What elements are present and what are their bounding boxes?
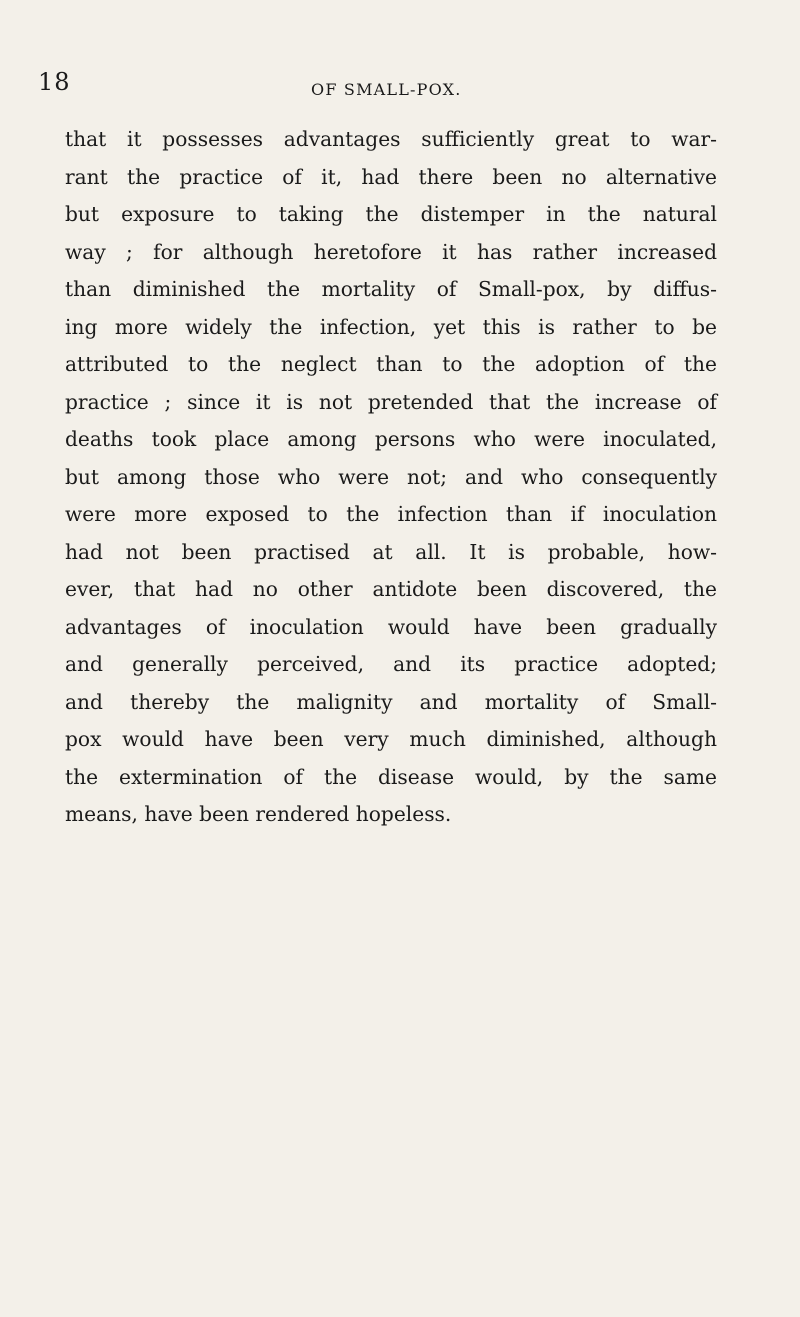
- text-line: pox would have been very much diminished, although: [65, 727, 717, 751]
- text-line: deaths took place among persons who were inoculated,: [65, 427, 717, 451]
- text-line: the extermination of the disease would, by the same: [65, 764, 717, 789]
- text-line: advantages of inoculation would have been gradually: [65, 614, 717, 639]
- page-number: 18: [38, 68, 71, 96]
- body-text: [65, 121, 717, 834]
- text-line: and generally perceived, and its practice adopted;: [65, 652, 717, 676]
- text-line: and thereby the malignity and mortality of Small-: [65, 689, 717, 714]
- text-line: had not been practised at all. It is probable, how-: [65, 539, 717, 564]
- running-head: OF SMALL-POX.: [311, 80, 462, 99]
- text-line: than diminished the mortality of Small-pox, by diffus-: [65, 277, 717, 301]
- text-line: were more exposed to the infection than if inoculation: [65, 502, 717, 526]
- text-line: but exposure to taking the distemper in the natural: [65, 202, 717, 226]
- text-line-last: means, have been rendered hopeless.: [65, 802, 452, 826]
- text-line: rant the practice of it, had there been no alternative: [65, 164, 717, 189]
- text-line: practice ; since it is not pretended that the increase of: [65, 389, 717, 414]
- text-line: attributed to the neglect than to the adoption of the: [65, 352, 717, 376]
- text-line: ever, that had no other antidote been discovered, the: [65, 577, 717, 601]
- text-line: way ; for although heretofore it has rather increased: [65, 239, 717, 264]
- text-line: that it possesses advantages sufficiently great to war-: [65, 127, 717, 151]
- text-line: ing more widely the infection, yet this is rather to be: [65, 314, 717, 339]
- text-line: but among those who were not; and who consequently: [65, 464, 717, 489]
